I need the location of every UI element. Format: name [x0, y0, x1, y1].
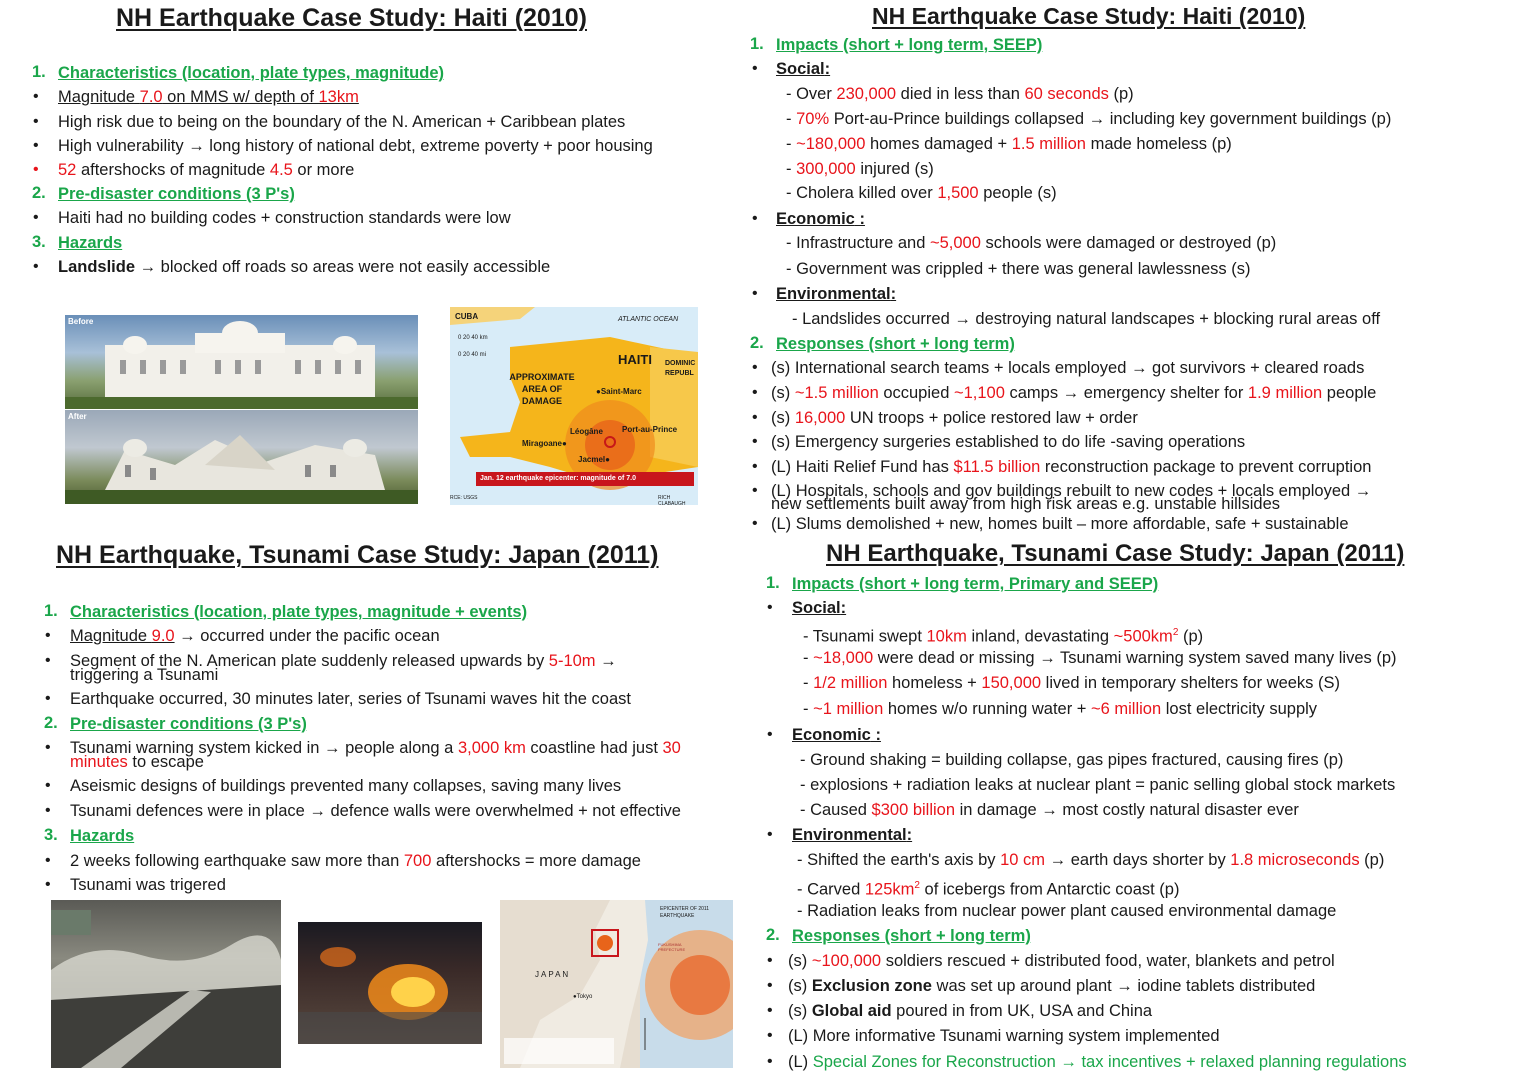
japan-response-soldiers: (s) ~100,000 soldiers rescued + distributed food, water, blankets and petrol: [788, 952, 1335, 970]
haiti-risk: High risk due to being on the boundary of the N. American + Caribbean plates: [58, 113, 626, 131]
japan-impact-shaking: - Ground shaking = building collapse, gas pipes fractured, causing fires (p): [800, 751, 1344, 769]
palace-after-drawing: [65, 410, 418, 504]
japan-impact-homeless: - 1/2 million homeless + 150,000 lived in temporary shelters for weeks (S): [803, 674, 1340, 692]
bullet: •: [767, 1027, 773, 1044]
hazards-heading: Hazards: [58, 234, 123, 252]
japan-left-title: NH Earthquake, Tsunami Case Study: Japan (2011): [56, 541, 659, 569]
japan-right-title: NH Earthquake, Tsunami Case Study: Japan (2011): [826, 540, 1405, 567]
bullet: •: [33, 209, 39, 226]
japan-tsunami-triggered: Tsunami was trigered: [70, 876, 226, 894]
japan-eq-waves: Earthquake occurred, 30 minutes later, series of Tsunami waves hit the coast: [70, 690, 631, 708]
japan-impact-axis: - Shifted the earth's axis by 10 cm → earth days shorter by 1.8 microseconds (p): [797, 851, 1385, 869]
bullet: •: [45, 652, 51, 669]
haiti-damage-map: [450, 307, 698, 505]
map-fukushima-label: FUKUSHIMA PREFECTURE: [658, 942, 686, 952]
fire-photo: [298, 922, 482, 1044]
bullet: •: [752, 384, 758, 401]
japan-response-aid: (s) Global aid poured in from UK, USA and China: [788, 1002, 1153, 1020]
palace-before-drawing: [65, 315, 418, 409]
bullet: •: [33, 113, 39, 130]
haiti-building-codes: Haiti had no building codes + construction standards were low: [58, 209, 511, 227]
bullet: •: [752, 482, 758, 499]
bullet: •: [752, 60, 758, 77]
impacts-heading: Impacts (short + long term, SEEP): [776, 36, 1043, 54]
japan-magnitude: Magnitude 9.0 → occurred under the pacific ocean: [70, 627, 440, 645]
environmental-heading: Environmental:: [792, 826, 913, 844]
section-number: 2.: [32, 184, 46, 202]
section-number: 2.: [766, 926, 780, 944]
haiti-response-troops: (s) 16,000 UN troops + police restored law + order: [771, 409, 1138, 427]
section-number: 2.: [44, 714, 58, 732]
japan-impact-tsunami: - Tsunami swept 10km inland, devastating $\sim 500km^2$ (p): [803, 627, 1204, 646]
section-number: 3.: [44, 826, 58, 844]
bullet: •: [33, 258, 39, 275]
haiti-impact-government: - Government was crippled + there was general lawlessness (s): [786, 260, 1251, 278]
characteristics-heading: Characteristics (location, plate types, magnitude + events): [70, 603, 528, 621]
map-dominican-label: DOMINIC REPUBL: [665, 360, 696, 377]
map-ocean: ATLANTIC OCEAN: [618, 316, 679, 323]
section-number: 1.: [32, 63, 46, 81]
tsunami-drawing: [51, 900, 281, 1068]
pre-disaster-heading: Pre-disaster conditions (3 P's): [58, 185, 295, 203]
social-heading: Social:: [792, 599, 847, 617]
haiti-magnitude: Magnitude 7.0 on MMS w/ depth of 13km: [58, 88, 359, 106]
bullet: •: [33, 161, 39, 178]
haiti-vulnerability: High vulnerability → long history of national debt, extreme poverty + poor housing: [58, 137, 653, 155]
haiti-response-surgeries: (s) Emergency surgeries established to do life -saving operations: [771, 433, 1246, 451]
japan-map-drawing: [500, 900, 733, 1068]
section-number: 2.: [750, 334, 764, 352]
haiti-response-settlements: new settlements built away from high risk areas e.g. unstable hillsides: [771, 495, 1280, 513]
japan-aseismic: Aseismic designs of buildings prevented many collapses, saving many lives: [70, 777, 622, 795]
map-credit: RICH CLABAUGH: [658, 495, 686, 505]
responses-heading: Responses (short + long term): [776, 335, 1015, 353]
haiti-right-title: NH Earthquake Case Study: Haiti (2010): [872, 3, 1306, 29]
haiti-palace-after-photo: [65, 410, 418, 504]
map-scale-mi: 0 20 40 mi: [458, 352, 487, 358]
bullet: •: [45, 876, 51, 893]
after-label: After: [68, 412, 87, 421]
haiti-response-camps: (s) ~1.5 million occupied ~1,100 camps → emergency shelter for 1.9 million people: [771, 384, 1377, 402]
section-number: 3.: [32, 233, 46, 251]
japan-response-exclusion: (s) Exclusion zone was set up around plant → iodine tablets distributed: [788, 977, 1316, 995]
map-source: RCE: USGS: [450, 495, 478, 501]
tsunami-wave-photo: [51, 900, 281, 1068]
map-miragoane: Miragoane●: [522, 439, 567, 448]
pre-disaster-heading: Pre-disaster conditions (3 P's): [70, 715, 307, 733]
responses-heading: Responses (short + long term): [792, 927, 1031, 945]
bullet: •: [45, 777, 51, 794]
haiti-response-rebuilt: (L) Hospitals, schools and gov buildings rebuilt to new codes + locals employed →: [771, 482, 1372, 500]
social-heading: Social:: [776, 60, 831, 78]
map-leogane: Léogâne: [570, 427, 603, 436]
bullet: •: [752, 409, 758, 426]
bullet: •: [45, 802, 51, 819]
haiti-palace-before-photo: [65, 315, 418, 409]
bullet: •: [767, 952, 773, 969]
map-epicenter-label: EPICENTER OF 2011 EARTHQUAKE: [660, 906, 710, 919]
map-saint-marc: ●Saint-Marc: [596, 387, 642, 396]
haiti-impact-injured: - 300,000 injured (s): [786, 160, 934, 178]
haiti-response-slums: (L) Slums demolished + new, homes built – more affordable, safe + sustainable: [771, 515, 1349, 533]
japan-epicenter-map: [500, 900, 733, 1068]
map-haiti-label: HAITI: [618, 352, 652, 367]
haiti-landslide: Landslide → blocked off roads so areas were not easily accessible: [58, 258, 551, 276]
bullet: •: [752, 433, 758, 450]
japan-defences: Tsunami defences were in place → defence walls were overwhelmed + not effective: [70, 802, 681, 820]
bullet: •: [45, 739, 51, 756]
haiti-response-fund: (L) Haiti Relief Fund has $11.5 billion reconstruction package to prevent corruption: [771, 458, 1372, 476]
bullet: •: [767, 826, 773, 843]
japan-impact-cost: - Caused $300 billion in damage → most costly natural disaster ever: [800, 801, 1299, 819]
haiti-impact-buildings: - 70% Port-au-Prince buildings collapsed → including key government buildings (p): [786, 110, 1392, 128]
map-caption: Jan. 12 earthquake epicenter: magnitude of 7.0: [480, 475, 636, 482]
haiti-impact-schools: - Infrastructure and ~5,000 schools were damaged or destroyed (p): [786, 234, 1277, 252]
map-scale-km: 0 20 40 km: [458, 335, 488, 341]
bullet: •: [767, 1053, 773, 1070]
japan-response-zones: (L) Special Zones for Reconstruction → tax incentives + relaxed planning regulations: [788, 1053, 1407, 1071]
economic-heading: Economic :: [776, 210, 865, 228]
bullet: •: [33, 88, 39, 105]
japan-segment: Segment of the N. American plate suddenly released upwards by 5-10m →: [70, 652, 617, 670]
haiti-impact-homes: - ~180,000 homes damaged + 1.5 million made homeless (p): [786, 135, 1232, 153]
bullet: •: [752, 285, 758, 302]
impacts-heading: Impacts (short + long term, Primary and SEEP): [792, 575, 1159, 593]
japan-impact-water: - ~1 million homes w/o running water + ~6 million lost electricity supply: [803, 700, 1318, 718]
economic-heading: Economic :: [792, 726, 881, 744]
bullet: •: [752, 515, 758, 532]
bullet: •: [752, 210, 758, 227]
map-port-au-prince: Port-au-Prince: [622, 425, 678, 434]
characteristics-heading: Characteristics (location, plate types, magnitude): [58, 64, 445, 82]
bullet: •: [752, 458, 758, 475]
map-jacmel: Jacmel●: [578, 455, 610, 464]
japan-impact-dead: - ~18,000 were dead or missing → Tsunami warning system saved many lives (p): [803, 649, 1397, 667]
haiti-impact-deaths: - Over 230,000 died in less than 60 seconds (p): [786, 85, 1134, 103]
section-number: 1.: [766, 574, 780, 592]
haiti-impact-landslides: - Landslides occurred → destroying natural landscapes + blocking rural areas off: [792, 310, 1381, 328]
japan-response-warning: (L) More informative Tsunami warning system implemented: [788, 1027, 1220, 1045]
before-label: Before: [68, 317, 94, 326]
japan-aftershocks: 2 weeks following earthquake saw more than 700 aftershocks = more damage: [70, 852, 641, 870]
map-cuba: CUBA: [455, 312, 479, 321]
japan-warning-system: Tsunami warning system kicked in → people along a 3,000 km coastline had just 30: [70, 739, 681, 757]
japan-segment-cont: triggering a Tsunami: [70, 666, 219, 684]
haiti-aftershocks: 52 aftershocks of magnitude 4.5 or more: [58, 161, 355, 179]
section-number: 1.: [750, 35, 764, 53]
japan-warning-cont: minutes to escape: [70, 753, 204, 771]
haiti-impact-cholera: - Cholera killed over 1,500 people (s): [786, 184, 1057, 202]
bullet: •: [752, 359, 758, 376]
bullet: •: [767, 726, 773, 743]
map-damage-area-label: APPROXIMATE AREA OF DAMAGE: [509, 372, 575, 406]
environmental-heading: Environmental:: [776, 285, 897, 303]
bullet: •: [767, 977, 773, 994]
map-japan-label: JAPAN: [535, 970, 571, 979]
bullet: •: [45, 627, 51, 644]
bullet: •: [45, 690, 51, 707]
japan-impact-icebergs: - Carved $125km^2$ of icebergs from Antarctic coast (p): [797, 880, 1180, 899]
japan-impact-radiation: - Radiation leaks from nuclear power plant caused environmental damage: [797, 902, 1337, 920]
bullet: •: [33, 137, 39, 154]
bullet: •: [767, 599, 773, 616]
haiti-response-search: (s) International search teams + locals employed → got survivors + cleared roads: [771, 359, 1365, 377]
section-number: 1.: [44, 602, 58, 620]
map-tokyo-label: ●Tokyo: [573, 994, 593, 1000]
japan-impact-explosions: - explosions + radiation leaks at nuclear plant = panic selling global stock markets: [800, 776, 1396, 794]
bullet: •: [767, 1002, 773, 1019]
haiti-left-title: NH Earthquake Case Study: Haiti (2010): [116, 4, 587, 32]
fire-drawing: [298, 922, 482, 1044]
hazards-heading: Hazards: [70, 827, 135, 845]
bullet: •: [45, 852, 51, 869]
